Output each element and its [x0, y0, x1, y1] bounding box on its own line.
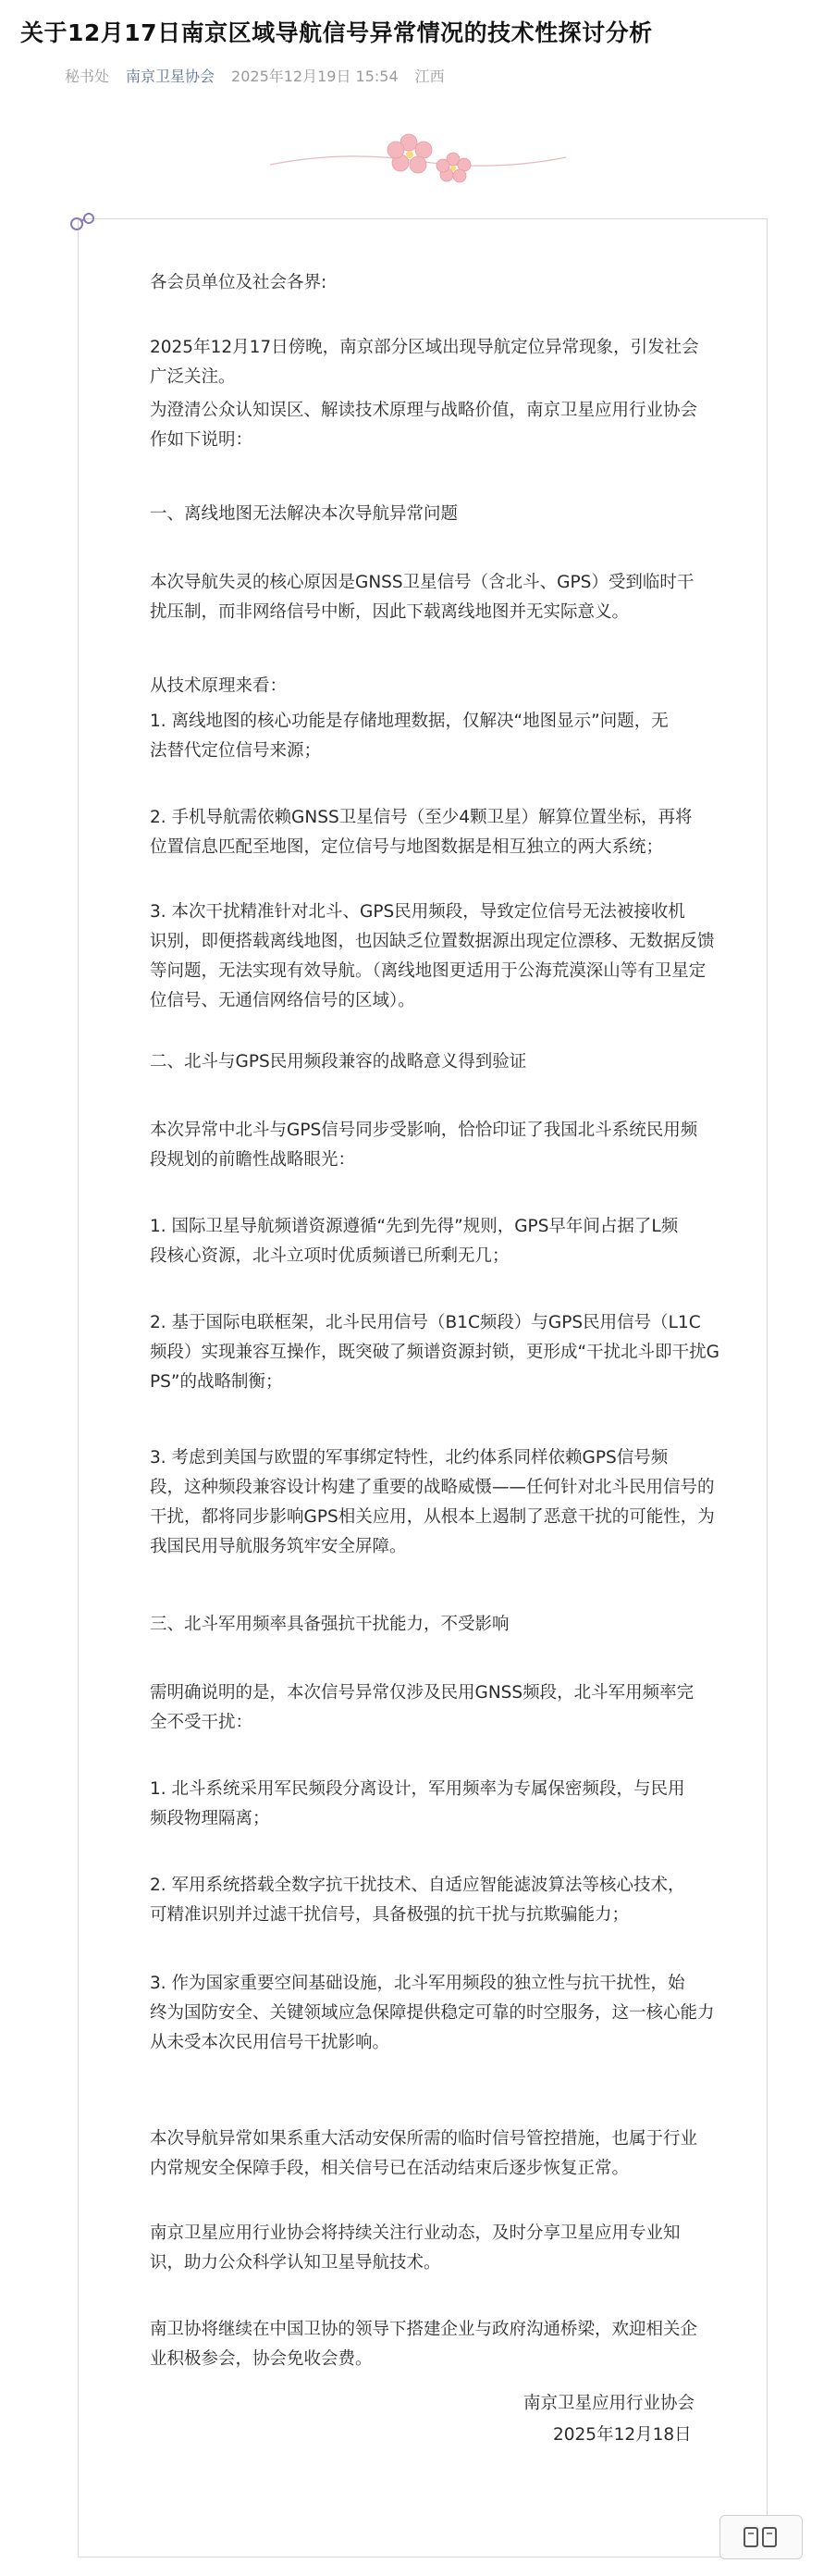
paragraph-follow: 南京卫星应用行业协会将持续关注行业动态，及时分享卫星应用专业知 识，助力公众科学认知卫星导航技术。	[150, 2223, 681, 2273]
list-item-3-3: 3. 作为国家重要空间基础设施，北斗军用频段的独立性与抗干扰性，始 终为国防安全、关键领域应急保障提供稳定可靠的时空服务，这一核心能力 从未受本次民用信号干扰影响。	[150, 1974, 715, 2052]
list-item-1-2: 2. 手机导航需依赖GNSS卫星信号（至少4颗卫星）解算位置坐标，再将 位置信息匹配至地图，定位信号与地图数据是相互独立的两大系统；	[150, 808, 693, 857]
signature-date: 2025年12月18日	[553, 2425, 692, 2445]
article-title: 关于12月17日南京区域导航信号异常情况的技术性探讨分析	[20, 19, 653, 46]
list-item-3-1: 1. 北斗系统采用军民频段分离设计，军用频率为专属保密频段，与民用 频段物理隔离；	[150, 1779, 685, 1828]
paragraph-invite: 南卫协将继续在中国卫协的领导下搭建企业与政府沟通桥梁，欢迎相关企 业积极参会，协会免收会费。	[150, 2320, 698, 2369]
list-item-2-1: 1. 国际卫星导航频谱资源遵循“先到先得”规则，GPS早年间占据了L频 段核心资源，北斗立项时优质频谱已所剩无几；	[150, 1217, 679, 1266]
location-label: 江西	[414, 68, 445, 85]
article-meta	[65, 65, 445, 86]
paragraph-cause: 本次导航失灵的核心原因是GNSS卫星信号（含北斗、GPS）受到临时干 扰压制，而非网络信号中断，因此下载离线地图并无实际意义。	[150, 573, 695, 622]
salutation: 各会员单位及社会各界:	[150, 273, 327, 292]
section-heading-3: 三、北斗军用频率具备强抗干扰能力，不受影响	[150, 1615, 510, 1634]
account-link[interactable]: 南京卫星协会	[126, 68, 215, 85]
document-badge-icon[interactable]	[719, 2515, 803, 2559]
section-heading-2: 二、北斗与GPS民用频段兼容的战略意义得到验证	[150, 1052, 527, 1071]
paragraph-principle: 从技术原理来看：	[150, 676, 288, 696]
paragraph-purpose: 为澄清公众认知误区、解读技术原理与战略价值，南京卫星应用行业协会 作如下说明：	[150, 401, 698, 450]
paperclip-icon	[68, 209, 100, 233]
signature: 南京卫星应用行业协会	[523, 2394, 695, 2413]
paragraph-military: 需明确说明的是，本次信号异常仅涉及民用GNSS频段，北斗军用频率完 全不受干扰：	[150, 1683, 695, 1732]
list-item-1-1: 1. 离线地图的核心功能是存储地理数据，仅解决“地图显示”问题，无 法替代定位信号来源；	[150, 712, 669, 761]
list-item-1-3: 3. 本次干扰精准针对北斗、GPS民用频段，导致定位信号无法被接收机 识别，即便搭载离线地图，也因缺乏位置数据源出现定位漂移、无数据反馈 等问题，无法实现有效导航。（离线地图更适用于公海荒漠深山等有卫星定 位信号、无通信网络信号的区域）。	[150, 902, 715, 1010]
author-label: 秘书处	[65, 68, 110, 85]
section-heading-1: 一、离线地图无法解决本次导航异常问题	[150, 504, 459, 524]
list-item-2-3: 3. 考虑到美国与欧盟的军事绑定特性，北约体系同样依赖GPS信号频 段，这种频段兼容设计构建了重要的战略威慑——任何针对北斗民用信号的 干扰，都将同步影响GPS相关应用，从根本上遏制了恶意干扰的可能性，为 我国民用导航服务筑牢安全屏障。	[150, 1448, 715, 1556]
publish-datetime: 2025年12月19日 15:54	[231, 68, 399, 85]
paragraph-control: 本次导航异常如果系重大活动安保所需的临时信号管控措施，也属于行业 内常规安全保障手段，相关信号已在活动结束后逐步恢复正常。	[150, 2129, 698, 2178]
paragraph-compat: 本次异常中北斗与GPS信号同步受影响，恰恰印证了我国北斗系统民用频 段规划的前瞻性战略眼光：	[150, 1121, 698, 1170]
list-item-3-2: 2. 军用系统搭载全数字抗干扰技术、自适应智能滤波算法等核心技术， 可精准识别并过滤干扰信号，具备极强的抗干扰与抗欺骗能力；	[150, 1876, 685, 1925]
paragraph-intro: 2025年12月17日傍晚，南京部分区域出现导航定位异常现象，引发社会 广泛关注。	[150, 338, 699, 387]
flower-decoration-icon	[270, 122, 566, 189]
list-item-2-2: 2. 基于国际电联框架，北斗民用信号（B1C频段）与GPS民用信号（L1C 频段）实现兼容互操作，既突破了频谱资源封锁，更形成“干扰北斗即干扰G PS”的战略制衡；	[150, 1313, 719, 1392]
